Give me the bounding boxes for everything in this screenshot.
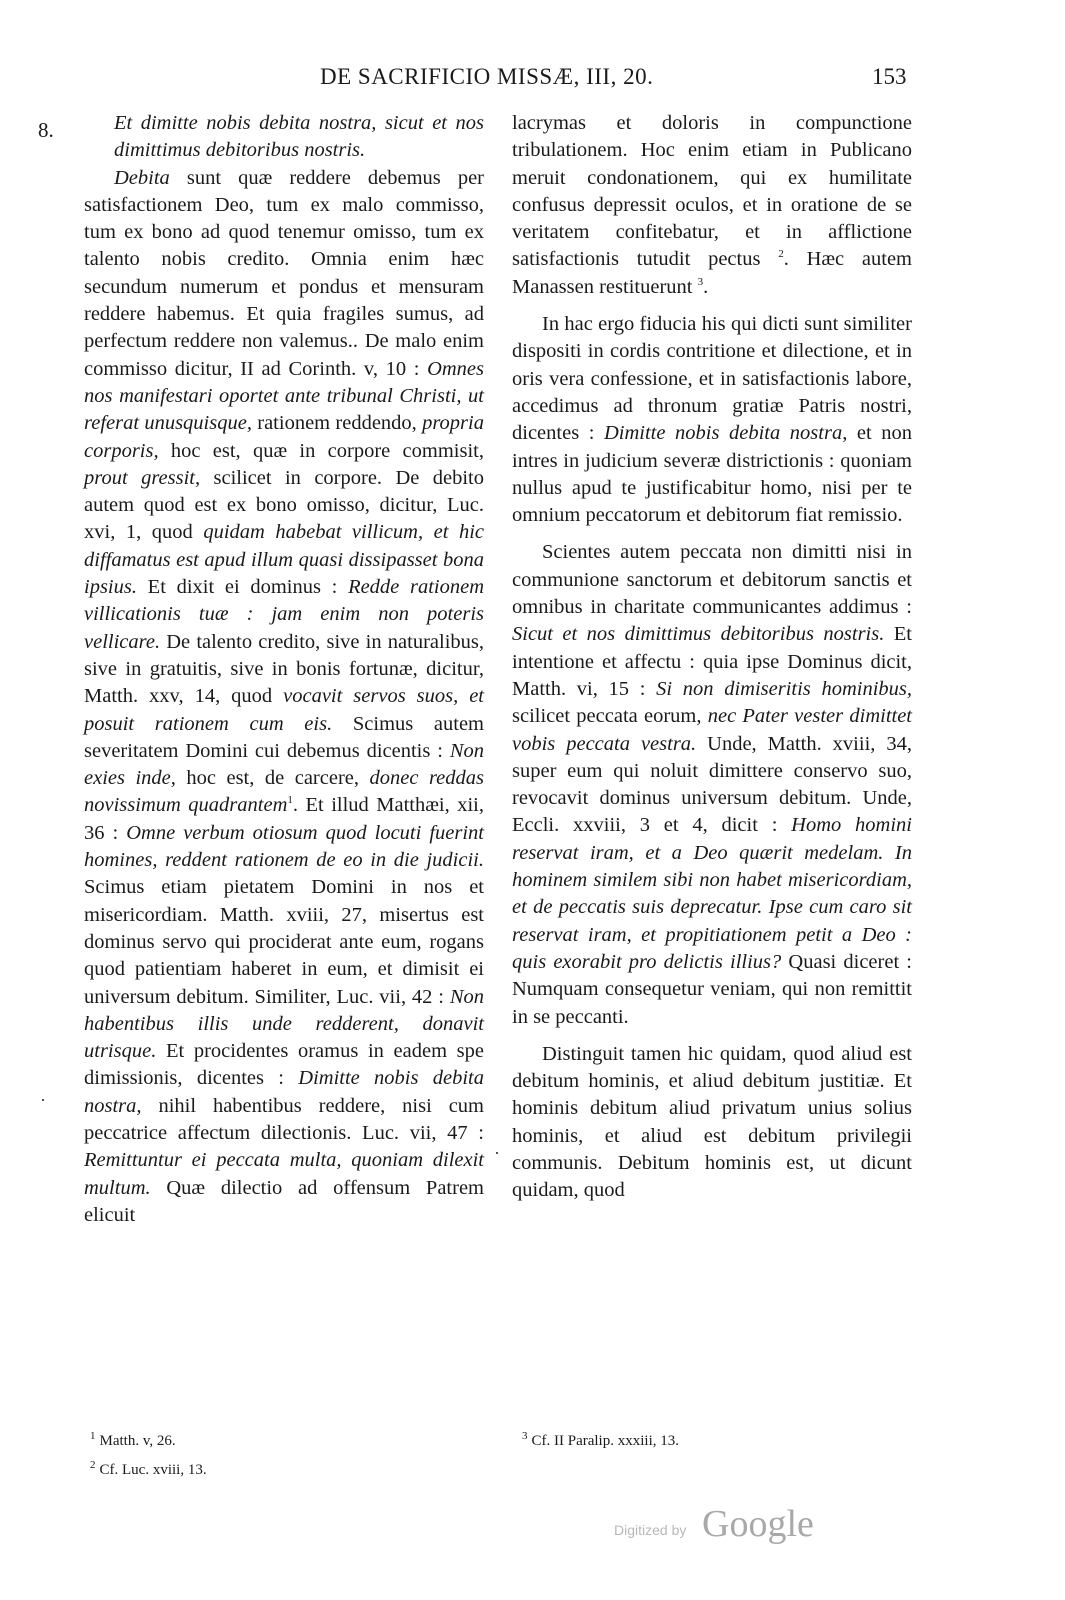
body-text: nihil habentibus reddere, nisi cum peccatrice affectum dilectionis. Luc. vii, 47 : — [84, 1094, 484, 1144]
italic-text: Remittuntur ei peccata multa, quoniam dilexit multum. — [84, 1149, 484, 1199]
body-text: lacrymas et doloris in compunctione tribulationem. Hoc enim etiam in Publicano meruit condonationem, qui ex humilitate confusus depressit oculos, et in oratione de se veritatem confitebatur, et in afflictione satisfactionis tutudit pectus — [512, 112, 912, 271]
body-text: hoc est, quæ in corpore commisit, — [158, 439, 484, 462]
google-logo: Google — [702, 1503, 814, 1545]
body-text: Et procidentes oramus in eadem spe dimissionis, dicentes : — [84, 1040, 484, 1090]
body-text: hoc est, de carcere, — [175, 767, 370, 790]
italic-text: vocavit servos suos, et posuit rationem cum eis. — [84, 685, 484, 735]
body-text: Quasi diceret : Numquam consequetur veniam, qui non remittit in se peccanti. — [512, 950, 912, 1028]
footnote-ref: 3 — [697, 275, 704, 288]
margin-mark: · — [40, 1090, 46, 1110]
body-text: Scientes autem peccata non dimitti nisi in communione sanctorum et debitorum sanctis et omnibus in charitate communicantes addimus : — [512, 541, 912, 619]
margin-mark: · — [494, 1143, 500, 1163]
body-text: sunt quæ reddere debemus per satisfactionem Deo, tum ex malo commisso, tum ex bono ad quod tenemur omisso, tum ex talento nobis credito. Omnia enim hæc secundum numerum et pondus et mensuram reddere habemus. Et quia fragiles sumus, ad perfectum reddere non valemus.. De malo enim commisso dicitur, II ad Corinth. v, 10 : — [84, 166, 484, 380]
footnote-text: Cf. II Paralip. xxxiii, 13. — [531, 1433, 679, 1449]
body-text: De talento credito, sive in naturalibus, sive in gratuitis, sive in bonis fortunæ, dicitur, Matth. xxv, 14, quod — [84, 630, 484, 708]
body-paragraph — [512, 110, 912, 301]
italic-text: Et dimitte nobis debita nostra, sicut et nos dimittimus debitoribus nostris. — [114, 112, 484, 162]
body-text: . Hæc autem Manassen restituerunt — [512, 248, 912, 298]
body-text: . — [703, 275, 709, 298]
watermark-caption: Digitized by — [614, 1522, 687, 1538]
footnote-mark: 1 — [90, 1430, 96, 1442]
body-text: Scimus etiam pietatem Domini in nos et misericordiam. Matth. xviii, 27, misertus est dominus servo qui prociderat ante eum, rogans quod patientiam haberet in eum, et dimisit ei universum debitum. Similiter, Luc. vii, 42 : — [84, 876, 484, 1008]
footnote-text: Matth. v, 26. — [99, 1433, 176, 1449]
italic-text: quidam habebat villicum, et hic diffamatus est apud illum quasi dissipasset bona ipsius. — [84, 521, 484, 599]
footnote-text: Cf. Luc. xviii, 13. — [99, 1462, 207, 1478]
body-text: Unde, Matth. xviii, 34, super eum qui noluit dimittere conservo suo, revocavit dominus universum debitum. Unde, Eccli. xxviii, 3 et 4, dicit : — [512, 732, 912, 837]
footnote-ref: 1 — [287, 794, 293, 807]
body-text: scilicet in corpore. De debito autem quod est ex bono omisso, dicitur, Luc. xvi, 1, quod — [84, 466, 484, 544]
italic-text: Si non dimiseritis hominibus, — [656, 677, 913, 700]
italic-text: Debita — [114, 166, 170, 189]
petition-heading — [84, 110, 484, 165]
body-text: Distinguit tamen hic quidam, quod aliud est debitum hominis, et aliud debitum justitiæ. Et hominis debitum aliud privatum unius solius hominis, et aliud est debitum privilegii communis. Debitum hominis est, ut dicunt quidam, quod — [512, 1042, 912, 1202]
footnote — [90, 1453, 470, 1482]
body-text: In hac ergo fiducia his qui dicti sunt similiter dispositi in cordis contritione et dilectione, et in oris vera confessione, et in satisfactionis labore, accedimus ad thronum gratiæ Patris nostri, dicentes : — [512, 313, 912, 445]
body-paragraph — [512, 311, 912, 529]
body-paragraph — [512, 539, 912, 1030]
italic-text: Sicut et nos dimittimus debitoribus nostris. — [512, 623, 885, 646]
body-text: et non intres in judicium severæ districtionis : quoniam nullus apud te justificabitur homo, nisi per te omnium peccatorum et debitorum fiat remissio. — [512, 422, 912, 527]
italic-text: Omne verbum otiosum quod locuti fuerint homines, reddent rationem de eo in die judicii. — [84, 821, 484, 872]
italic-text: propria corporis, — [84, 412, 484, 462]
italic-text: Non exies inde, — [84, 739, 484, 790]
running-head: DE SACRIFICIO MISSÆ, III, 20. — [320, 64, 654, 89]
italic-text: nec Pater vester dimittet vobis peccata vestra. — [512, 705, 913, 755]
italic-text: Dimitte nobis debita nostra, — [84, 1067, 484, 1117]
italic-text: Omnes nos manifestari oportet ante tribunal Christi, ut referat unusquisque, — [84, 357, 484, 435]
italic-text: Non habentibus illis unde redderent, donavit utrisque. — [84, 985, 484, 1063]
italic-text: prout gressit, — [84, 466, 201, 489]
body-text: Et dixit ei dominus : — [136, 576, 349, 599]
page-header — [0, 64, 1065, 100]
body-text: rationem reddendo, — [251, 412, 423, 435]
italic-text: Dimitte nobis debita nostra, — [603, 422, 848, 445]
body-text: scilicet peccata eorum, — [512, 705, 708, 728]
italic-text: Homo homini reservat iram, et a Deo quærit medelam. In hominem similem sibi non habet misericordiam, et de peccatis suis deprecatur. Ipse cum caro sit reservat iram, et propitiationem petit a Deo : quis exorabit pro delictis illius? — [512, 814, 912, 973]
page-number: 153 — [872, 64, 907, 89]
body-text: Quæ dilectio ad offensum Patrem elicuit — [84, 1176, 484, 1226]
footnote-mark: 2 — [90, 1459, 96, 1471]
right-column — [512, 110, 912, 1205]
paragraph-number: 8. — [38, 118, 54, 142]
italic-text: Redde rationem villicationis tuæ : jam enim non poteris vellicare. — [84, 576, 484, 653]
footnote — [90, 1424, 470, 1453]
footnotes-left — [90, 1424, 470, 1482]
body-text: Scimus autem severitatem Domini cui debemus dicentis : — [84, 712, 484, 762]
footnote-mark: 3 — [522, 1430, 528, 1442]
body-paragraph — [512, 1041, 912, 1205]
body-paragraph — [84, 165, 484, 1230]
footnote — [522, 1424, 902, 1453]
body-text: Et intentione et affectu : quia ipse Dominus dicit, Matth. vi, 15 : — [512, 623, 912, 700]
footnote-ref: 2 — [778, 248, 784, 261]
footnotes-right — [522, 1424, 902, 1453]
italic-text: donec reddas novissimum quadrantem — [84, 767, 484, 817]
left-column — [84, 110, 484, 1229]
body-text: . Et illud Matthæi, xii, 36 : — [84, 794, 484, 844]
